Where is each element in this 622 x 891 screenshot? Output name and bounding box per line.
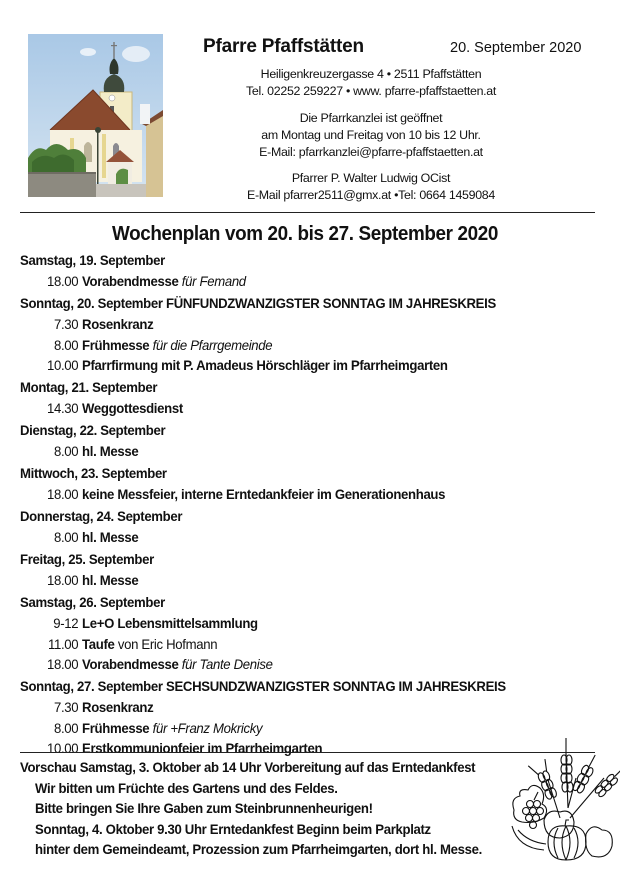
entry-time: 8.00	[53, 443, 79, 459]
entry-time: 18.00	[46, 572, 79, 588]
day-heading: Samstag, 26. September	[20, 594, 165, 610]
entry-event: hl. Messe	[82, 572, 139, 588]
entry-time: 7.30	[53, 316, 79, 332]
church-photo-image	[28, 34, 163, 197]
entry-time: 10.00	[46, 740, 79, 756]
parish-contact	[196, 66, 546, 100]
day-heading: Montag, 21. September	[20, 379, 158, 395]
parish-title: Pfarre Pfaffstätten	[203, 36, 364, 57]
preview-line: hinter dem Gemeindeamt, Prozession zum Pfarrheimgarten, dort hl. Messe.	[35, 841, 482, 857]
entry-time: 8.00	[53, 719, 79, 736]
entry-event: Le+O Lebensmittelsammlung	[82, 615, 258, 631]
entry-time: 8.00	[53, 529, 79, 545]
entry-event: Frühmesse	[82, 336, 150, 353]
priest-email-phone: E-Mail pfarrer2511@gmx.at •Tel: 0664 1459084	[246, 188, 495, 202]
entry-event: hl. Messe	[82, 443, 139, 459]
entry-time: 7.30	[53, 699, 79, 715]
schedule-day	[20, 592, 610, 676]
entry-event: Rosenkranz	[82, 316, 154, 332]
entry-intention: für die Pfarrgemeinde	[152, 336, 273, 353]
day-heading: Dienstag, 22. September	[20, 422, 166, 438]
entry-detail: von Eric Hofmann	[117, 635, 218, 652]
day-heading: Sonntag, 20. September FÜNFUNDZWANZIGSTER SONNTAG IM JAHRESKREIS	[20, 295, 496, 311]
day-heading: Sonntag, 27. September SECHSUNDZWANZIGSTER SONNTAG IM JAHRESKREIS	[20, 678, 506, 694]
schedule-day	[20, 549, 610, 592]
entry-intention: für Femand	[181, 273, 246, 289]
office-line-2: am Montag und Freitag von 10 bis 12 Uhr.	[261, 128, 481, 142]
entry-event: Vorabendmesse	[82, 656, 179, 672]
schedule-entry	[20, 271, 575, 292]
schedule-entry	[20, 738, 575, 759]
schedule-entry	[20, 355, 575, 376]
entry-event: Weggottesdienst	[82, 400, 183, 416]
entry-intention: für Tante Denise	[181, 656, 273, 672]
day-heading: Samstag, 19. September	[20, 252, 165, 268]
schedule-entry	[20, 697, 575, 718]
harvest-illustration	[508, 738, 620, 863]
schedule-entry	[20, 634, 575, 655]
schedule-entry	[20, 335, 575, 356]
priest-name: Pfarrer P. Walter Ludwig OCist	[291, 171, 451, 185]
schedule-day	[20, 293, 610, 377]
harvest-icon	[508, 738, 620, 863]
entry-event: Pfarrfirmung mit P. Amadeus Hörschläger im Pfarrheimgarten	[82, 357, 448, 373]
entry-event: Vorabendmesse	[82, 273, 179, 289]
entry-time: 11.00	[47, 635, 79, 652]
preview-line: Bitte bringen Sie Ihre Gaben zum Steinbrunnenheurigen!	[35, 800, 373, 816]
preview-line: Wir bitten um Früchte des Gartens und des Feldes.	[35, 779, 338, 796]
schedule-entry	[20, 441, 575, 462]
entry-time: 18.00	[46, 273, 79, 289]
entry-time: 10.00	[46, 357, 79, 373]
entry-event: Taufe	[82, 635, 115, 652]
entry-event: hl. Messe	[82, 529, 139, 545]
schedule-entry	[20, 398, 575, 419]
day-heading: Mittwoch, 23. September	[20, 465, 167, 481]
entry-event: Erstkommunionfeier im Pfarrheimgarten	[82, 740, 323, 756]
day-heading: Donnerstag, 24. September	[20, 508, 183, 524]
week-title: Wochenplan vom 20. bis 27. September 2020	[111, 222, 499, 245]
office-hours	[196, 110, 546, 161]
weekly-schedule	[20, 250, 610, 760]
schedule-entry	[20, 527, 575, 548]
schedule-entry	[20, 613, 575, 634]
entry-time: 18.00	[46, 656, 79, 672]
schedule-day	[20, 506, 610, 549]
entry-time: 18.00	[46, 486, 79, 502]
day-heading: Freitag, 25. September	[20, 551, 154, 567]
schedule-entry	[20, 654, 575, 675]
phone-web-line: Tel. 02252 259227 • www. pfarre-pfaffstaetten.at	[245, 84, 497, 98]
office-line-1: Die Pfarrkanzlei ist geöffnet	[299, 111, 443, 125]
schedule-day	[20, 463, 610, 506]
schedule-day	[20, 420, 610, 463]
schedule-day	[20, 377, 610, 420]
preview-line: Vorschau Samstag, 3. Oktober ab 14 Uhr Vorbereitung auf das Erntedankfest	[20, 759, 476, 775]
entry-time: 9-12	[53, 615, 79, 631]
schedule-entry	[20, 484, 575, 505]
office-email: E-Mail: pfarrkanzlei@pfarre-pfaffstaetten.at	[259, 145, 483, 159]
entry-time: 14.30	[46, 400, 79, 416]
preview-line: Sonntag, 4. Oktober 9.30 Uhr Erntedankfest Beginn beim Parkplatz	[35, 820, 431, 837]
entry-event: Rosenkranz	[82, 699, 154, 715]
entry-event: Frühmesse	[82, 719, 150, 736]
schedule-day	[20, 250, 610, 293]
entry-event: keine Messfeier, interne Erntedankfeier im Generationenhaus	[82, 486, 446, 502]
address-line: Heiligenkreuzergasse 4 • 2511 Pfaffstätten	[260, 67, 482, 81]
entry-time: 8.00	[53, 336, 79, 353]
schedule-entry	[20, 314, 575, 335]
header-divider	[20, 212, 595, 213]
schedule-entry	[20, 570, 575, 591]
schedule-entry	[20, 718, 575, 739]
entry-intention: für +Franz Mokricky	[152, 719, 263, 736]
priest-contact	[196, 170, 546, 204]
church-photo	[28, 34, 163, 197]
issue-date: 20. September 2020	[450, 40, 582, 56]
